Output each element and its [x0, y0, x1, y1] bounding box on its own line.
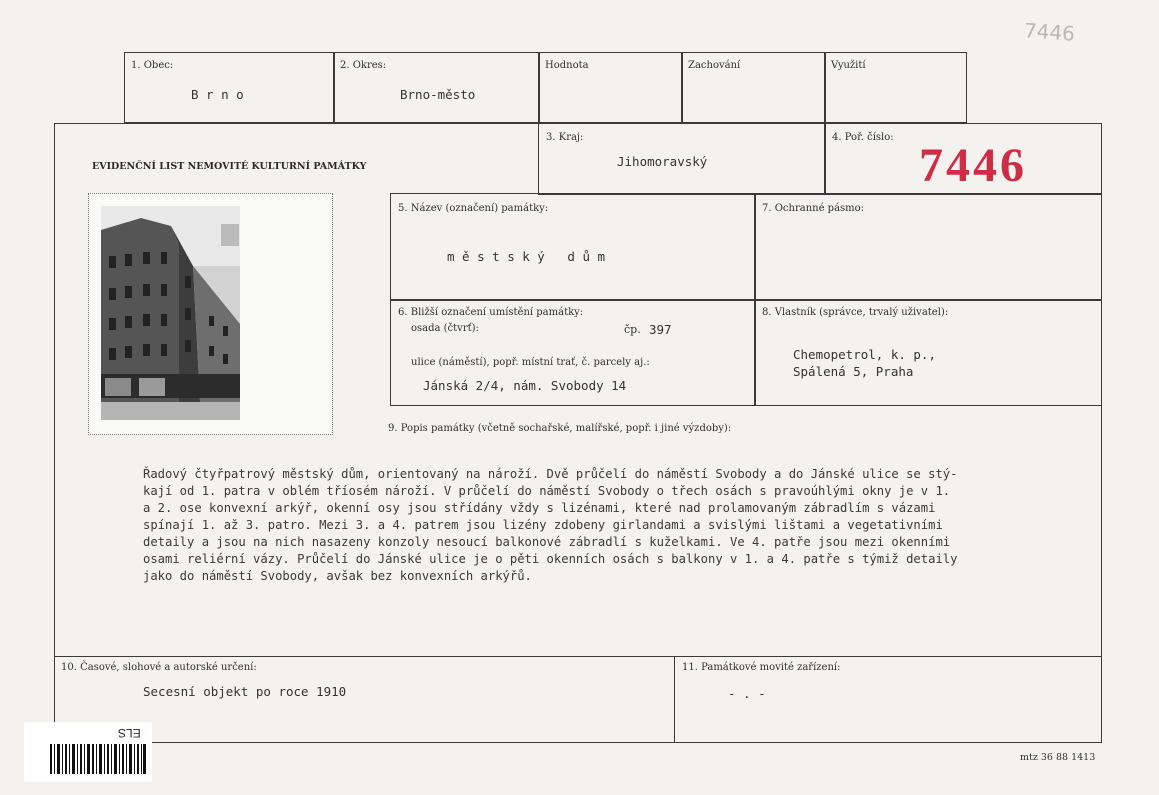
cp-value: 397	[649, 322, 672, 337]
popis-line: detaily a jsou na nich nasazeny konzoly nesoucí balkonové zábradlí s kuželkami. Ve 4. patře jsou mezi okenními	[143, 535, 951, 549]
pasmo-cell	[754, 193, 1102, 301]
okres-cell	[333, 52, 540, 123]
osada-label: osada (čtvrť):	[411, 323, 479, 334]
urceni-value: Secesní objekt po roce 1910	[143, 684, 347, 699]
urceni-label: 10. Časové, slohové a autorské určení:	[61, 662, 257, 673]
popis-line: kají od 1. patra v oblém tříosém nároží. V průčelí do náměstí Svobody o třech osách s pravoúhlými okny je v 1.	[143, 484, 951, 498]
record-number: 7446	[919, 139, 1027, 192]
footer-code: mtz 36 88 1413	[1020, 752, 1096, 763]
popis-line: a 2. ose konvexní arkýř, okenní osy jsou střídány vždy s lizénami, které nad prolamovaným zábradlím s vázami	[143, 501, 936, 515]
popis-label: 9. Popis památky (včetně sochařské, malířské, popř. i jiné výzdoby):	[388, 423, 732, 434]
kraj-cell	[538, 123, 826, 195]
barcode-sticker	[24, 722, 152, 782]
nazev-cell	[390, 193, 756, 301]
vlastnik-line-2: Spálená 5, Praha	[793, 364, 914, 379]
cislo-cell	[824, 123, 1102, 195]
form-title: EVIDENČNÍ LIST NEMOVITÉ KULTURNÍ PAMÁTKY	[92, 161, 367, 172]
hodnota-label: Hodnota	[545, 60, 589, 71]
nazev-value: m ě s t s k ý d ů m	[447, 249, 606, 264]
vyuziti-label: Využití	[831, 60, 866, 71]
pasmo-label: 7. Ochranné pásmo:	[762, 203, 865, 214]
vlastnik-label: 8. Vlastník (správce, trvalý uživatel):	[762, 307, 949, 318]
vlastnik-line-1: Chemopetrol, k. p.,	[793, 347, 936, 362]
barcode-icon	[50, 744, 146, 774]
popis-line: Řadový čtyřpatrový městský dům, orientovaný na nároží. Dvě průčelí do náměstí Svobody a do Jánské ulice se stý-	[143, 467, 958, 481]
hodnota-cell	[538, 52, 683, 123]
building-photo	[101, 206, 240, 420]
cp-label: čp.	[624, 323, 641, 336]
bottom-vertical-divider	[674, 656, 675, 743]
obec-cell	[124, 52, 335, 123]
barcode-label: ELS	[118, 726, 141, 740]
obec-value: B r n o	[191, 87, 244, 102]
kraj-label: 3. Kraj:	[546, 132, 584, 143]
popis-line: jako do náměstí Svobody, avšak bez konvexních arkýřů.	[143, 569, 532, 583]
kraj-value: Jihomoravský	[617, 154, 708, 169]
vyuziti-cell	[824, 52, 967, 123]
popis-line: osami reliérní vázy. Průčelí do Jánské ulice je o pěti okenních osách s balkony v 1. a 4. patře s týmiž detaily	[143, 552, 958, 566]
nazev-label: 5. Název (označení) památky:	[398, 203, 549, 214]
obec-label: 1. Obec:	[131, 60, 174, 71]
cislo-label: 4. Poř. číslo:	[832, 132, 894, 143]
zachovani-label: Zachování	[688, 60, 741, 71]
okres-label: 2. Okres:	[340, 60, 387, 71]
zarizeni-value: - . -	[728, 686, 766, 701]
photo-frame	[88, 193, 333, 435]
bottom-divider	[54, 656, 1102, 657]
vlastnik-cell	[754, 299, 1102, 406]
umisteni-cell	[390, 299, 756, 406]
ulice-label: ulice (náměstí), popř. místní trať, č. parcely aj.:	[411, 357, 650, 368]
pencil-inventory-number: 7446	[1023, 18, 1076, 46]
ulice-value: Jánská 2/4, nám. Svobody 14	[423, 378, 627, 393]
okres-value: Brno-město	[400, 87, 476, 102]
popis-text	[143, 466, 957, 585]
zarizeni-label: 11. Památkové movité zařízení:	[682, 662, 841, 673]
umisteni-label: 6. Bližší označení umístění památky:	[398, 307, 584, 318]
popis-line: spínají 1. až 3. patro. Mezi 3. a 4. patrem jsou lizény zdobeny girlandami a svislými lištami a vegetativními	[143, 518, 943, 532]
zachovani-cell	[681, 52, 826, 123]
